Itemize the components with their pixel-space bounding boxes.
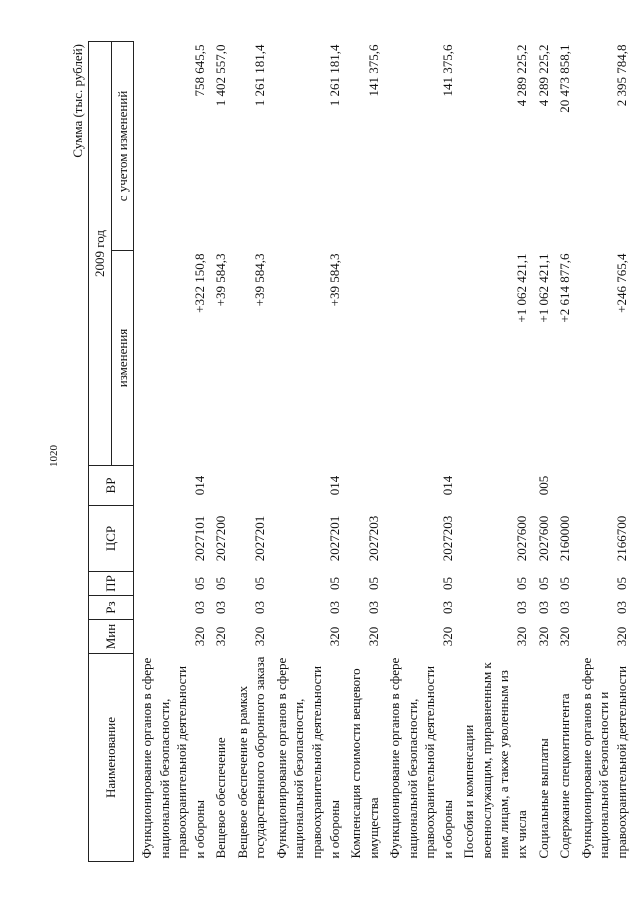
cell-name: Вещевое обеспечение в рамках государственного оборонного заказа xyxy=(234,656,268,859)
cell-name: Содержание спецконтингента xyxy=(557,693,573,859)
cell-name: Пособия и компенсации военнослужащим, приравненным к ним лицам, а также уволенным из их числа xyxy=(461,662,530,859)
cell-total: 141 375,6 xyxy=(439,44,455,97)
table-row xyxy=(576,42,633,862)
cell-min: 320 xyxy=(613,626,629,647)
cell-csr: 2160000 xyxy=(557,515,573,562)
cell-csr: 2027200 xyxy=(213,515,229,562)
table-row xyxy=(384,42,458,862)
cell-vr xyxy=(345,466,384,506)
cell-total: 20 473 858,1 xyxy=(557,44,573,113)
cell-rz: 03 xyxy=(439,601,455,614)
table-row xyxy=(210,42,232,862)
cell-min: 320 xyxy=(514,626,530,647)
cell-min: 320 xyxy=(535,626,551,647)
header-min: Мин xyxy=(89,620,134,654)
document-page xyxy=(48,42,629,862)
cell-vr: 014 xyxy=(326,475,342,496)
cell-csr: 2027600 xyxy=(535,515,551,562)
cell-name: Вещевое обеспечение xyxy=(213,737,229,859)
cell-csr: 2027600 xyxy=(514,515,530,562)
cell-min: 320 xyxy=(557,626,573,647)
cell-pr: 05 xyxy=(252,577,268,590)
cell-rz: 03 xyxy=(613,601,629,614)
header-with-changes: с учетом изменений xyxy=(111,42,134,251)
cell-rz: 03 xyxy=(365,601,381,614)
table-row xyxy=(232,42,271,862)
header-vr: ВР xyxy=(89,466,134,506)
header-pr: ПР xyxy=(89,572,134,596)
cell-total: 4 289 225,2 xyxy=(535,44,551,107)
header-rz: Рз xyxy=(89,596,134,620)
header-year: 2009 год xyxy=(89,42,112,466)
cell-name: Функционирование органов в сфере национальной безопасности, правоохранительной деятельности и обороны xyxy=(387,657,455,859)
cell-rz: 03 xyxy=(514,601,530,614)
cell-csr: 2166700 xyxy=(613,515,629,562)
cell-rz: 03 xyxy=(191,601,207,614)
cell-change: +246 765,4 xyxy=(613,253,629,313)
cell-vr: 014 xyxy=(439,475,455,496)
cell-change: +2 614 877,6 xyxy=(557,253,573,323)
cell-vr xyxy=(458,466,532,506)
header-changes: изменения xyxy=(111,251,134,466)
cell-rz: 03 xyxy=(557,601,573,614)
cell-vr xyxy=(554,466,576,506)
cell-csr: 2027203 xyxy=(439,515,455,562)
table-row xyxy=(271,42,345,862)
cell-csr: 2027203 xyxy=(365,515,381,562)
cell-total: 1 261 181,4 xyxy=(326,44,342,107)
cell-total: 141 375,6 xyxy=(365,44,381,97)
cell-pr: 05 xyxy=(439,577,455,590)
cell-change: +1 062 421,1 xyxy=(514,253,530,323)
header-csr: ЦСР xyxy=(89,506,134,572)
cell-total: 4 289 225,2 xyxy=(514,44,530,107)
cell-min: 320 xyxy=(191,626,207,647)
cell-total: 1 261 181,4 xyxy=(252,44,268,107)
cell-vr: 014 xyxy=(191,475,207,496)
cell-change xyxy=(384,251,458,466)
cell-min: 320 xyxy=(213,626,229,647)
cell-min: 320 xyxy=(252,626,268,647)
cell-pr: 05 xyxy=(213,577,229,590)
cell-change xyxy=(345,251,384,466)
header-name: Наименование xyxy=(89,654,134,862)
page-number: 1020 xyxy=(48,445,60,467)
cell-pr: 05 xyxy=(191,577,207,590)
cell-change: +322 150,8 xyxy=(191,253,207,313)
cell-total: 2 395 784,8 xyxy=(613,44,629,107)
cell-csr: 2027201 xyxy=(326,515,342,562)
table-row xyxy=(533,42,555,862)
cell-vr xyxy=(232,466,271,506)
cell-rz: 03 xyxy=(252,601,268,614)
cell-csr: 2027201 xyxy=(252,515,268,562)
cell-change: +39 584,3 xyxy=(213,253,229,307)
cell-pr: 05 xyxy=(613,577,629,590)
cell-pr: 05 xyxy=(535,577,551,590)
cell-rz: 03 xyxy=(213,601,229,614)
cell-min: 320 xyxy=(439,626,455,647)
cell-rz: 03 xyxy=(535,601,551,614)
cell-vr xyxy=(576,466,633,506)
cell-rz: 03 xyxy=(326,601,342,614)
cell-total: 758 645,5 xyxy=(191,44,207,97)
cell-pr: 05 xyxy=(365,577,381,590)
budget-table xyxy=(88,41,632,862)
cell-name: Социальные выплаты xyxy=(535,738,551,859)
cell-min: 320 xyxy=(365,626,381,647)
cell-total: 1 402 557,0 xyxy=(213,44,229,107)
cell-name: Функционирование органов в сфере национальной безопасности, правоохранительной деятельности и обороны xyxy=(273,657,342,859)
cell-name: Функционирование органов в сфере национальной безопасности, правоохранительной деятельности и обороны xyxy=(139,657,207,859)
table-row xyxy=(345,42,384,862)
cell-pr: 05 xyxy=(326,577,342,590)
cell-change: +1 062 421,1 xyxy=(535,253,551,323)
cell-min: 320 xyxy=(326,626,342,647)
table-row xyxy=(134,42,211,862)
cell-pr: 05 xyxy=(557,577,573,590)
table-body xyxy=(134,42,633,862)
table-row xyxy=(554,42,576,862)
table-row xyxy=(458,42,532,862)
cell-change: +39 584,3 xyxy=(326,253,342,307)
cell-change: +39 584,3 xyxy=(252,253,268,307)
units-label: Сумма (тыс. рублей) xyxy=(70,44,85,158)
cell-vr xyxy=(210,466,232,506)
cell-csr: 2027101 xyxy=(191,515,207,562)
cell-name: Функционирование органов в сфере национальной безопасности и правоохранительной деятельности xyxy=(578,657,629,859)
cell-name: Компенсация стоимости вещевого имущества xyxy=(348,668,381,859)
cell-vr: 005 xyxy=(535,475,551,496)
cell-pr: 05 xyxy=(514,577,530,590)
